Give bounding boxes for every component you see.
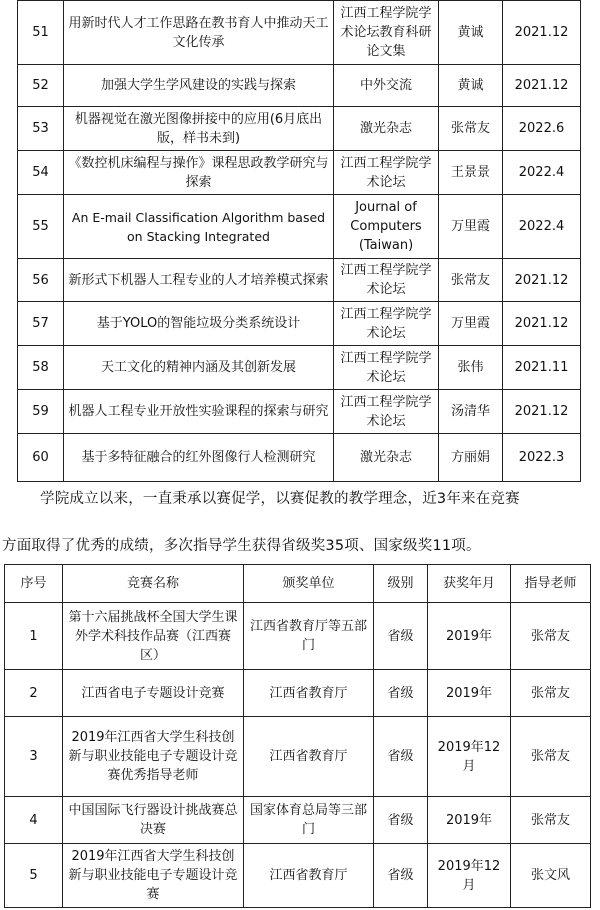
- paper-title: 基于多特征融合的红外图像行人检测研究: [64, 434, 334, 482]
- header-date: 获奖年月: [428, 565, 511, 603]
- paper-journal: 江西工程学院学术论坛: [334, 259, 439, 302]
- paper-no: 53: [18, 107, 64, 151]
- table-row: [5, 670, 591, 717]
- paper-date: 2021.11: [503, 346, 581, 390]
- paper-author: 张常友: [439, 107, 503, 151]
- award-no: 2: [5, 670, 63, 717]
- paper-no: 57: [18, 302, 64, 346]
- paper-title: 用新时代人才工作思路在教书育人中推动天工文化传承: [64, 1, 334, 65]
- award-no: 4: [5, 797, 63, 844]
- award-level: 省级: [374, 670, 428, 717]
- paper-date: 2021.12: [503, 259, 581, 302]
- table-row: [18, 346, 581, 390]
- paper-date: 2021.12: [503, 1, 581, 65]
- paper-journal: 激光杂志: [334, 107, 439, 151]
- table-row: [18, 302, 581, 346]
- award-level: 省级: [374, 844, 428, 908]
- table-row: [18, 259, 581, 302]
- award-date: 2019年: [428, 603, 511, 670]
- table-row: [18, 434, 581, 482]
- table-header-row: [5, 565, 591, 603]
- award-teacher: 张常友: [511, 717, 591, 797]
- table-row: [18, 1, 581, 65]
- table-row: [5, 797, 591, 844]
- paper-journal: 江西工程学院学术论坛: [334, 151, 439, 195]
- award-no: 1: [5, 603, 63, 670]
- intro-paragraph-line-2: 方面取得了优秀的成绩，多次指导学生获得省级奖35项、国家级奖11项。: [2, 538, 481, 554]
- table-row: [18, 107, 581, 151]
- paper-date: 2021.12: [503, 302, 581, 346]
- paper-title: 《数控机床编程与操作》课程思政教学研究与探索: [64, 151, 334, 195]
- award-issuer: 江西省教育厅等五部门: [244, 603, 374, 670]
- paper-author: 黄诚: [439, 1, 503, 65]
- paper-journal: Journal of Computers (Taiwan): [334, 195, 439, 259]
- header-teacher: 指导老师: [511, 565, 591, 603]
- paper-author: 万里霞: [439, 195, 503, 259]
- award-name: 2019年江西省大学生科技创新与职业技能电子专题设计竞赛优秀指导老师: [63, 717, 244, 797]
- paper-author: 张常友: [439, 259, 503, 302]
- award-issuer: 江西省教育厅: [244, 717, 374, 797]
- paper-title: An E-mail Classification Algorithm based on Stacking Integrated: [64, 195, 334, 259]
- award-teacher: 张常友: [511, 603, 591, 670]
- paper-journal: 江西工程学院学术论坛: [334, 390, 439, 434]
- paper-title: 天工文化的精神内涵及其创新发展: [64, 346, 334, 390]
- paper-author: 汤清华: [439, 390, 503, 434]
- award-no: 5: [5, 844, 63, 908]
- paper-author: 万里霞: [439, 302, 503, 346]
- table-row: [5, 717, 591, 797]
- paper-author: 王景景: [439, 151, 503, 195]
- award-level: 省级: [374, 603, 428, 670]
- paper-journal: 激光杂志: [334, 434, 439, 482]
- paper-journal: 江西工程学院学术论坛教育科研论文集: [334, 1, 439, 65]
- paper-journal: 中外交流: [334, 65, 439, 107]
- award-name: 江西省电子专题设计竞赛: [63, 670, 244, 717]
- paper-no: 54: [18, 151, 64, 195]
- award-name: 中国国际飞行器设计挑战赛总决赛: [63, 797, 244, 844]
- award-no: 3: [5, 717, 63, 797]
- paper-date: 2022.6: [503, 107, 581, 151]
- paper-title: 机器视觉在激光图像拼接中的应用(6月底出版，样书未到): [64, 107, 334, 151]
- table-row: [5, 844, 591, 908]
- paper-author: 方丽娟: [439, 434, 503, 482]
- award-issuer: 国家体育总局等三部门: [244, 797, 374, 844]
- paper-journal: 江西工程学院学术论坛: [334, 346, 439, 390]
- award-name: 2019年江西省大学生科技创新与职业技能电子专题设计竞赛: [63, 844, 244, 908]
- paper-title: 机器人工程专业开放性实验课程的探索与研究: [64, 390, 334, 434]
- table-row: [18, 151, 581, 195]
- paper-author: 张伟: [439, 346, 503, 390]
- table-row: [18, 390, 581, 434]
- award-teacher: 张常友: [511, 797, 591, 844]
- table-row: [18, 195, 581, 259]
- award-level: 省级: [374, 717, 428, 797]
- award-issuer: 江西省教育厅: [244, 670, 374, 717]
- award-date: 2019年: [428, 797, 511, 844]
- paper-title: 基于YOLO的智能垃圾分类系统设计: [64, 302, 334, 346]
- paper-date: 2022.3: [503, 434, 581, 482]
- paper-title: 新形式下机器人工程专业的人才培养模式探索: [64, 259, 334, 302]
- papers-table: [17, 0, 581, 482]
- award-teacher: 张常友: [511, 670, 591, 717]
- intro-paragraph-line-1: 学院成立以来，一直秉承以赛促学，以赛促教的教学理念，近3年来在竞赛: [40, 491, 520, 507]
- paper-title: 加强大学生学风建设的实践与探索: [64, 65, 334, 107]
- paper-date: 2022.4: [503, 151, 581, 195]
- header-level: 级别: [374, 565, 428, 603]
- paper-no: 58: [18, 346, 64, 390]
- paper-date: 2022.4: [503, 195, 581, 259]
- paper-no: 55: [18, 195, 64, 259]
- paper-author: 黄诚: [439, 65, 503, 107]
- award-date: 2019年12月: [428, 844, 511, 908]
- award-issuer: 江西省教育厅: [244, 844, 374, 908]
- paper-no: 52: [18, 65, 64, 107]
- award-date: 2019年: [428, 670, 511, 717]
- awards-table: [4, 564, 591, 908]
- header-name: 竞赛名称: [63, 565, 244, 603]
- table-row: [5, 603, 591, 670]
- paper-no: 51: [18, 1, 64, 65]
- award-level: 省级: [374, 797, 428, 844]
- header-no: 序号: [5, 565, 63, 603]
- paper-journal: 江西工程学院学术论坛: [334, 302, 439, 346]
- table-row: [18, 65, 581, 107]
- paper-date: 2021.12: [503, 65, 581, 107]
- header-issuer: 颁奖单位: [244, 565, 374, 603]
- paper-no: 56: [18, 259, 64, 302]
- paper-no: 60: [18, 434, 64, 482]
- paper-date: 2021.12: [503, 390, 581, 434]
- paper-no: 59: [18, 390, 64, 434]
- award-date: 2019年12月: [428, 717, 511, 797]
- award-teacher: 张文风: [511, 844, 591, 908]
- award-name: 第十六届挑战杯全国大学生课外学术科技作品赛（江西赛区）: [63, 603, 244, 670]
